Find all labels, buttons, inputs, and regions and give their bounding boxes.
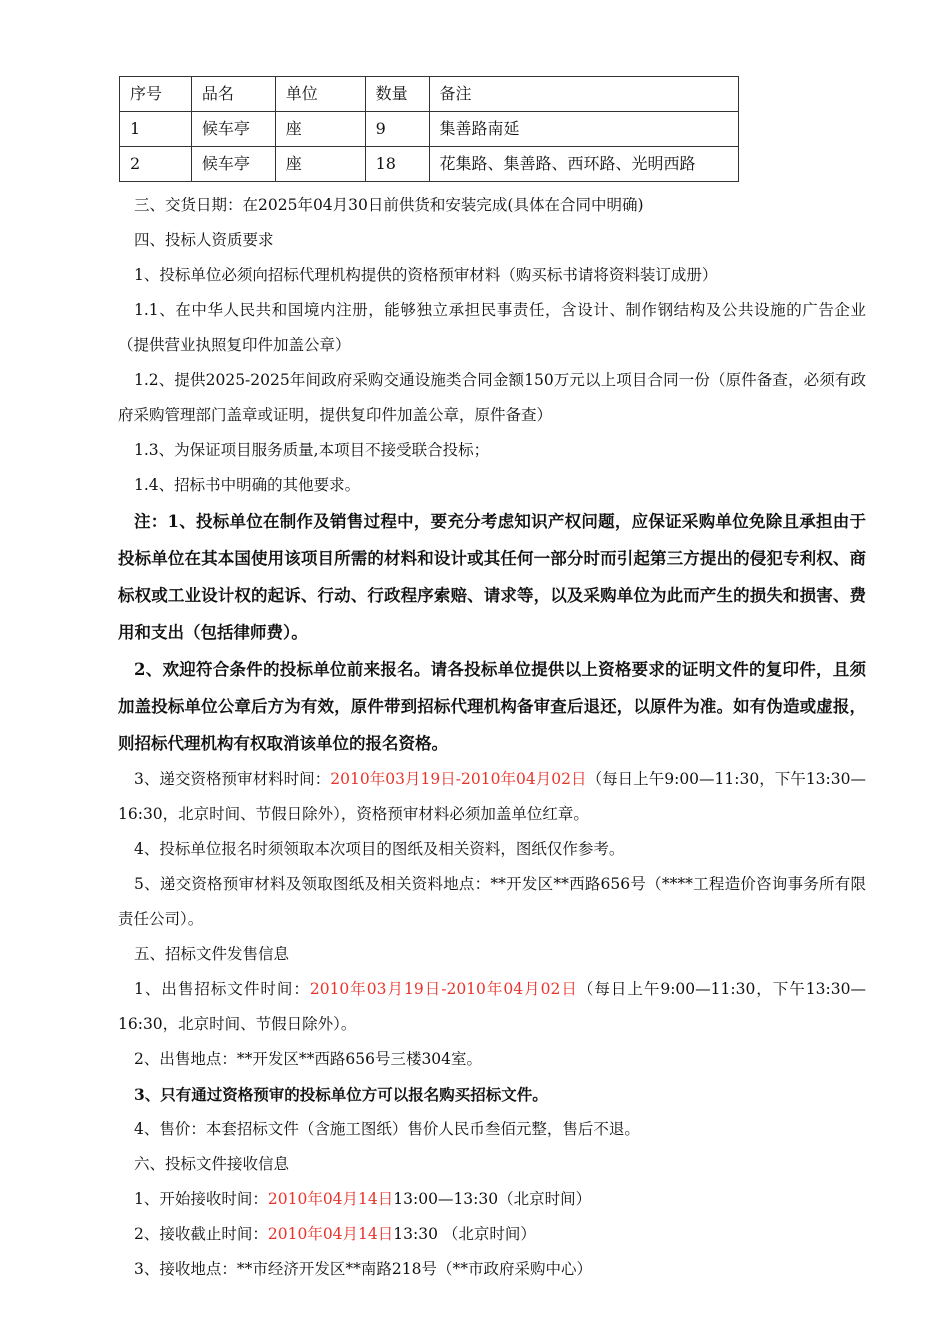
label-text: 3、递交资格预审材料时间： — [134, 770, 331, 788]
detail-text: 13:00—13:30（北京时间） — [393, 1190, 592, 1208]
section-heading-sale: 五、招标文件发售信息 — [134, 945, 290, 963]
detail-text: （每日上午9:00—11:30，下午13:30—16:30，北京时间、节假日除外），资格预审材料必须加盖单位红章。 — [118, 770, 866, 823]
table-row — [120, 112, 739, 147]
header-cell-no: 序号 — [120, 77, 192, 112]
paragraph-bold: 3、只有通过资格预审的投标单位方可以报名购买招标文件。 — [134, 1085, 548, 1104]
paragraph: 2、出售地点：**开发区**西路656号三楼304室。 — [134, 1050, 483, 1068]
paragraph: 1.1、在中华人民共和国境内注册，能够独立承担民事责任，含设计、制作钢结构及公共设施的广告企业（提供营业执照复印件加盖公章） — [118, 301, 866, 354]
paragraph: 1.4、招标书中明确的其他要求。 — [134, 476, 361, 494]
paragraph-sale-time — [0, 972, 950, 1042]
header-cell-qty: 数量 — [365, 77, 429, 112]
table-cell: 18 — [365, 147, 429, 182]
detail-text: （每日上午9:00—11:30，下午13:30—16:30，北京时间、节假日除外）。 — [118, 980, 866, 1033]
date-highlight: 2010年04月14日 — [267, 1225, 394, 1243]
paragraph: 1、投标单位必须向招标代理机构提供的资格预审材料（购买标书请将资料装订成册） — [134, 266, 718, 284]
date-range-highlight: 2010年03月19日-2010年04月02日 — [309, 980, 578, 998]
section-heading-receipt: 六、投标文件接收信息 — [134, 1155, 290, 1173]
paragraph-submission-time — [0, 762, 950, 832]
paragraph: 4、售价：本套招标文件（含施工图纸）售价人民币叁佰元整，售后不退。 — [134, 1120, 640, 1138]
table-cell: 2 — [120, 147, 192, 182]
paragraph: 3、接收地点：**市经济开发区**南路218号（**市政府采购中心） — [134, 1260, 592, 1278]
table-cell: 座 — [275, 147, 365, 182]
table-cell: 花集路、集善路、西环路、光明西路 — [429, 147, 738, 182]
paragraph: 1.2、提供2025-2025年间政府采购交通设施类合同金额150万元以上项目合同一份（原件备查，必须有政府采购管理部门盖章或证明，提供复印件加盖公章，原件备查） — [118, 371, 866, 424]
label-text: 1、开始接收时间： — [134, 1190, 268, 1208]
header-cell-name: 品名 — [191, 77, 275, 112]
items-table — [119, 76, 739, 182]
delivery-date-line: 三、交货日期：在2025年04月30日前供货和安装完成(具体在合同中明确) — [134, 196, 644, 214]
table-cell: 座 — [275, 112, 365, 147]
table-cell: 1 — [120, 112, 192, 147]
table-cell: 9 — [365, 112, 429, 147]
label-text: 1、出售招标文件时间： — [134, 980, 310, 998]
date-range-highlight: 2010年03月19日-2010年04月02日 — [330, 770, 587, 788]
detail-text: 13:30 （北京时间） — [393, 1225, 536, 1243]
table-cell: 候车亭 — [191, 112, 275, 147]
paragraph: 4、投标单位报名时须领取本次项目的图纸及相关资料，图纸仅作参考。 — [134, 840, 625, 858]
paragraph: 1.3、为保证项目服务质量,本项目不接受联合投标； — [134, 441, 490, 459]
table-header-row — [120, 77, 739, 112]
paragraph: 5、递交资格预审材料及领取图纸及相关资料地点：**开发区**西路656号（****工程造价咨询事务所有限责任公司）。 — [118, 875, 866, 928]
table-row — [120, 147, 739, 182]
section-heading-qualifications: 四、投标人资质要求 — [134, 231, 274, 249]
document-body — [0, 188, 950, 1287]
header-cell-unit: 单位 — [275, 77, 365, 112]
date-highlight: 2010年04月14日 — [267, 1190, 394, 1208]
label-text: 2、接收截止时间： — [134, 1225, 268, 1243]
table-cell: 集善路南延 — [429, 112, 738, 147]
header-cell-remark: 备注 — [429, 77, 738, 112]
table-cell: 候车亭 — [191, 147, 275, 182]
note-registration-paragraph: 2、欢迎符合条件的投标单位前来报名。请各投标单位提供以上资格要求的证明文件的复印件，且须加盖投标单位公章后方为有效，原件带到招标代理机构备审查后退还，以原件为准。如有伪造或虚报，则招标代理机构有权取消该单位的报名资格。 — [118, 660, 866, 753]
note-ip-paragraph: 注：1、投标单位在制作及销售过程中，要充分考虑知识产权问题，应保证采购单位免除且承担由于投标单位在其本国使用该项目所需的材料和设计或其任何一部分时而引起第三方提出的侵犯专利权、商标权或工业设计权的起诉、行动、行政程序索赔、请求等，以及采购单位为此而产生的损失和损害、费用和支出（包括律师费）。 — [118, 512, 866, 642]
paragraph-deadline — [0, 1217, 950, 1252]
paragraph-start-time — [0, 1182, 950, 1217]
